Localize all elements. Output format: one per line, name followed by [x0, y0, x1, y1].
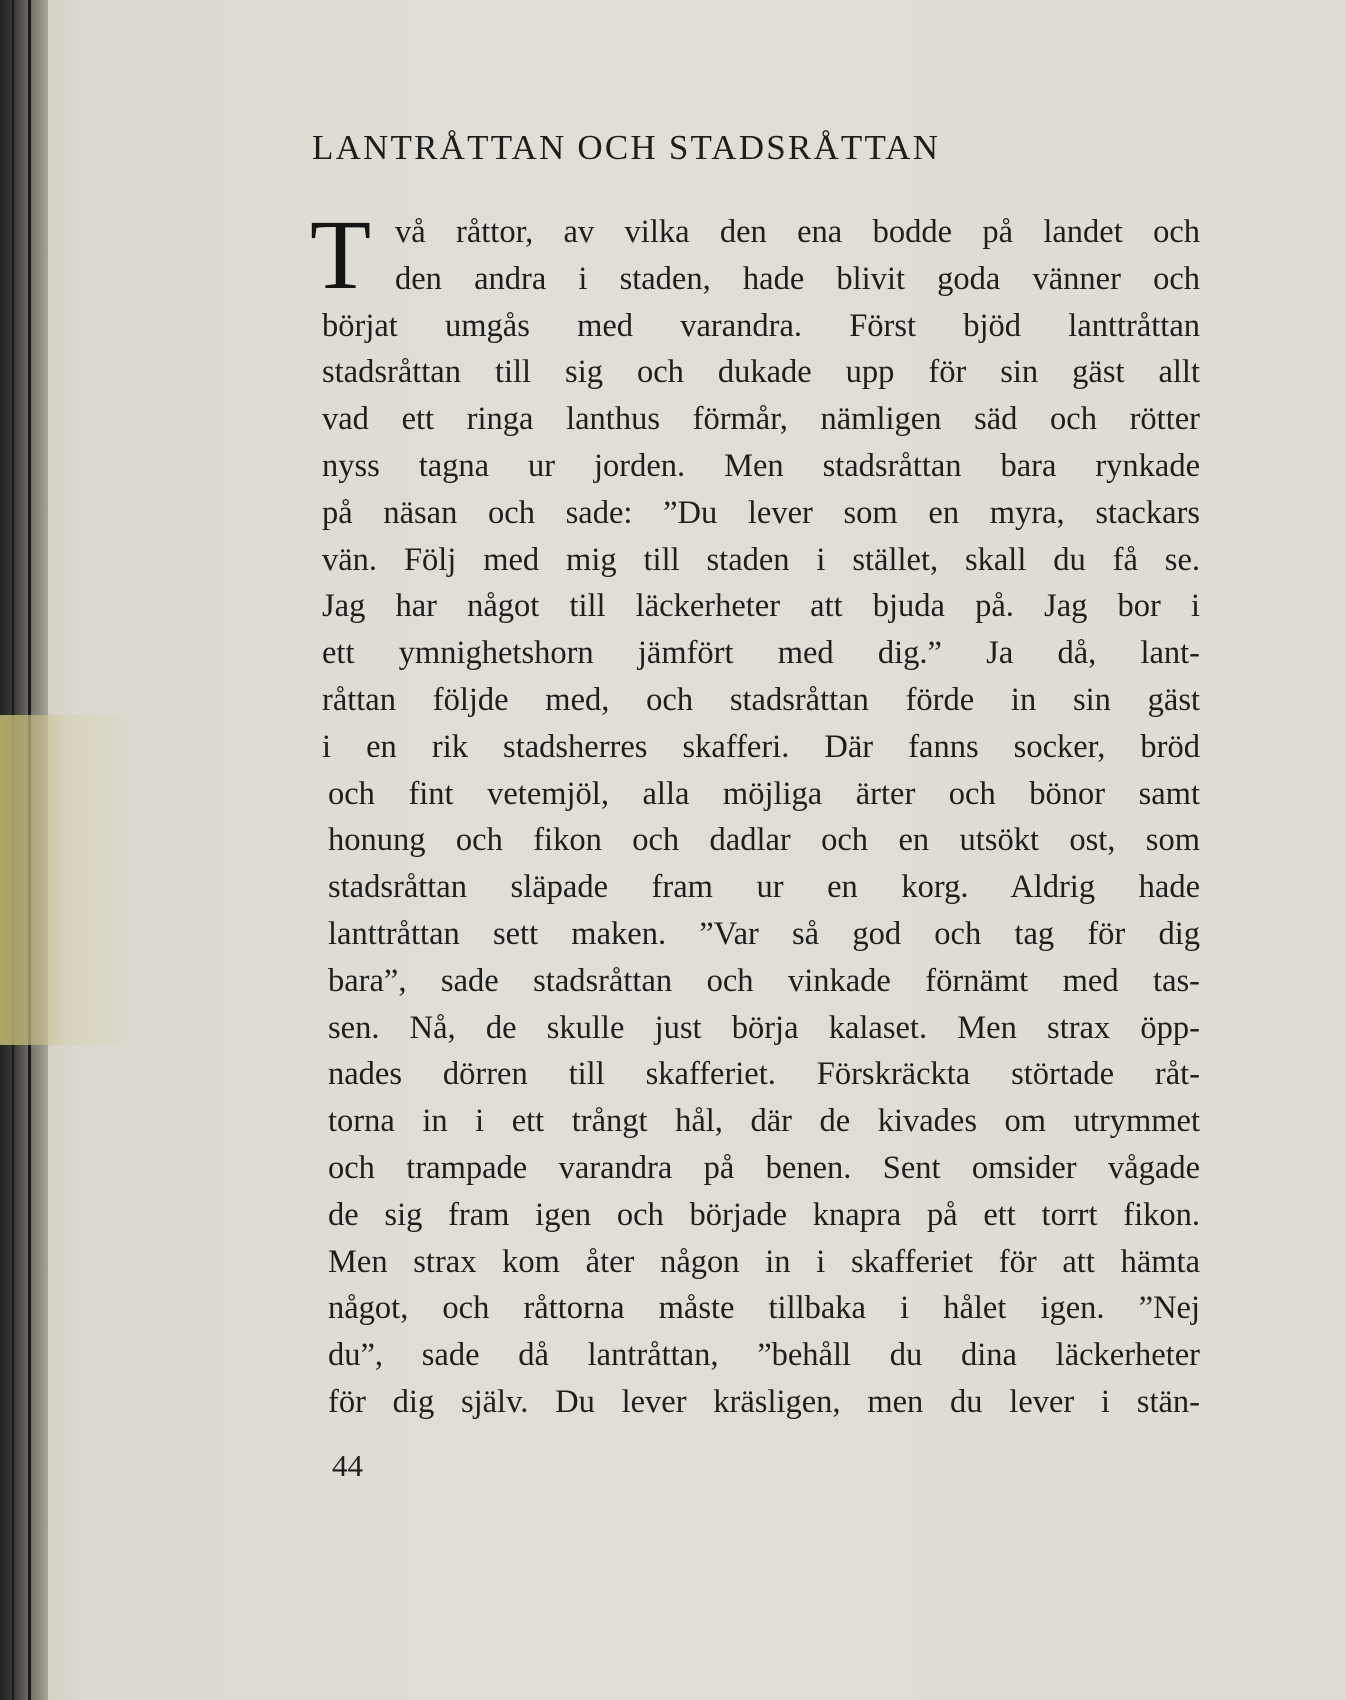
- page-number: 44: [332, 1448, 363, 1483]
- text-line: för dig själv. Du lever kräsligen, men du lever i stän-: [328, 1384, 1200, 1420]
- text-line: vän. Följ med mig till staden i stället, skall du få se.: [322, 541, 1200, 578]
- text-line: honung och fikon och dadlar och en utsökt ost, som: [328, 822, 1200, 859]
- text-line: nades dörren till skafferiet. Förskräckta störtade råt-: [328, 1056, 1200, 1093]
- text-line: vå råttor, av vilka den ena bodde på landet och: [395, 214, 1200, 250]
- text-line: lanttråttan sett maken. ”Var så god och tag för dig: [328, 916, 1200, 952]
- text-line: Men strax kom åter någon in i skafferiet för att hämta: [328, 1243, 1200, 1280]
- text-line: börjat umgås med varandra. Först bjöd lanttråttan: [322, 307, 1200, 344]
- text-line: bara”, sade stadsråttan och vinkade förnämt med tas-: [328, 962, 1200, 999]
- chapter-title: LANTRÅTTAN OCH STADSRÅTTAN: [312, 128, 941, 167]
- text-line: och fint vetemjöl, alla möjliga ärter och bönor samt: [328, 775, 1200, 812]
- text-line: torna in i ett trångt hål, där de kivades om utrymmet: [328, 1103, 1200, 1140]
- text-line: ett ymnighetshorn jämfört med dig.” Ja då, lant-: [322, 635, 1200, 672]
- text-line: vad ett ringa lanthus förmår, nämligen säd och rötter: [322, 401, 1200, 438]
- text-line: i en rik stadsherres skafferi. Där fanns socker, bröd: [322, 728, 1200, 765]
- text-line: den andra i staden, hade blivit goda vänner och: [395, 260, 1200, 297]
- text-line: råttan följde med, och stadsråttan förde in sin gäst: [322, 682, 1200, 718]
- page-edge-stain: [0, 715, 140, 1045]
- text-line: och trampade varandra på benen. Sent omsider vågade: [328, 1150, 1200, 1186]
- text-line: stadsråttan till sig och dukade upp för sin gäst allt: [322, 354, 1200, 391]
- text-line: sen. Nå, de skulle just börja kalaset. Men strax öpp-: [328, 1009, 1200, 1046]
- text-line: nyss tagna ur jorden. Men stadsråttan bara rynkade: [322, 448, 1200, 484]
- text-line: något, och råttorna måste tillbaka i hålet igen. ”Nej: [328, 1290, 1200, 1327]
- text-line: stadsråttan släpade fram ur en korg. Aldrig hade: [328, 869, 1200, 906]
- text-line: de sig fram igen och började knapra på ett torrt fikon.: [328, 1196, 1200, 1233]
- text-line: på näsan och sade: ”Du lever som en myra, stackars: [322, 494, 1200, 531]
- drop-cap: T: [310, 199, 372, 310]
- text-line: du”, sade då lantråttan, ”behåll du dina läckerheter: [328, 1337, 1200, 1374]
- text-line: Jag har något till läckerheter att bjuda på. Jag bor i: [322, 588, 1200, 625]
